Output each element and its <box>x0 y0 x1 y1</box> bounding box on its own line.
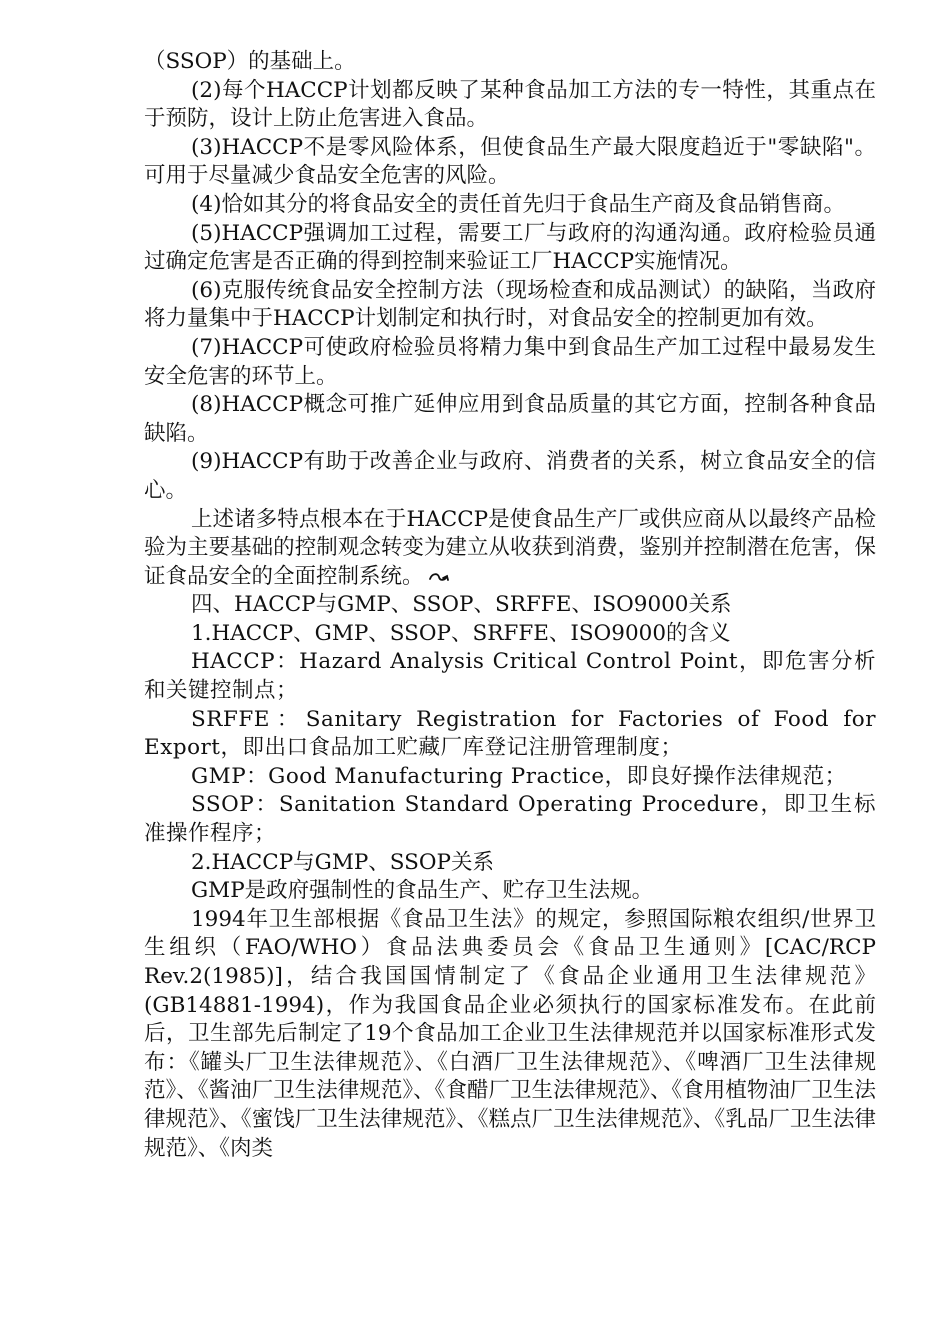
paragraph-feature-9: (9)HACCP有助于改善企业与政府、消费者的关系，树立食品安全的信心。 <box>144 449 876 503</box>
paragraph-feature-4: (4)恰如其分的将食品安全的责任首先归于食品生产商及食品销售商。 <box>191 191 845 217</box>
paragraph-gmp-definition: GMP是政府强制性的食品生产、贮存卫生法规。 <box>191 878 654 904</box>
paragraph-feature-3: (3)HACCP不是零风险体系，但使食品生产最大限度趋近于"零缺陷"。可用于尽量减少食品安全危害的风险。 <box>144 134 876 189</box>
subheading-1: 1.HACCP、GMP、SSOP、SRFFE、ISO9000的含义 <box>191 620 731 646</box>
paragraph-feature-7: (7)HACCP可使政府检验员将精力集中到食品生产加工过程中最易发生安全危害的环节上。 <box>144 334 876 389</box>
definition-srffe: SRFFE：Sanitary Registration for Factories of Food for Export，即出口食品加工贮藏厂库登记注册管理制度； <box>144 706 876 761</box>
paragraph-feature-5: (5)HACCP强调加工过程，需要工厂与政府的沟通沟通。政府检验员通过确定危害是否正确的得到控制来验证工厂HACCP实施情况。 <box>144 220 876 275</box>
definition-ssop: SSOP：Sanitation Standard Operating Procedure，即卫生标准操作程序； <box>144 792 876 847</box>
paragraph-summary <box>144 506 876 592</box>
paragraph-feature-2: (2)每个HACCP计划都反映了某种食品加工方法的专一特性，其重点在于预防，设计上防止危害进入食品。 <box>144 77 876 132</box>
summary-text: 上述诸多特点根本在于HACCP是使食品生产厂或供应商从以最终产品检验为主要基础的控制观念转变为建立从收获到消费，鉴别并控制潜在危害，保证食品安全的全面控制系统。 <box>144 506 876 589</box>
section-heading-4: 四、HACCP与GMP、SSOP、SRFFE、ISO9000关系 <box>191 592 732 618</box>
paragraph-continuation: （SSOP）的基础上。 <box>144 49 356 74</box>
paragraph-1994-regulation: 1994年卫生部根据《食品卫生法》的规定，参照国际粮农组织/世界卫生组织（FAO/WHO）食品法典委员会《食品卫生通则》[CAC/RCP Rev.2(1985)]，结合我国国情制定了《食品企业通用卫生法律规范》(GB14881-1994)，作为我国食品企业必须执行的国家标准发布。在此前后，卫生部先后制定了19个食品加工企业卫生法律规范并以国家标准形式发布：《罐头厂卫生法律规范》、《白酒厂卫生法律规范》、《啤酒厂卫生法律规范》、《酱油厂卫生法律规范》、《食醋厂卫生法律规范》、《食用植物油厂卫生法律规范》、《蜜饯厂卫生法律规范》、《糕点厂卫生法律规范》、《乳品厂卫生法律规范》、《肉类 <box>144 906 876 1161</box>
subheading-2: 2.HACCP与GMP、SSOP关系 <box>191 849 494 875</box>
swirl-glyph-icon <box>428 569 450 585</box>
definition-haccp: HACCP：Hazard Analysis Critical Control Point，即危害分析和关键控制点； <box>144 649 876 704</box>
paragraph-feature-8: (8)HACCP概念可推广延伸应用到食品质量的其它方面，控制各种食品缺陷。 <box>144 392 876 446</box>
definition-gmp: GMP：Good Manufacturing Practice，即良好操作法律规范； <box>191 763 847 789</box>
document-page <box>144 48 876 1163</box>
paragraph-feature-6: (6)克服传统食品安全控制方法（现场检查和成品测试）的缺陷，当政府将力量集中于HACCP计划制定和执行时，对食品安全的控制更加有效。 <box>144 277 876 332</box>
